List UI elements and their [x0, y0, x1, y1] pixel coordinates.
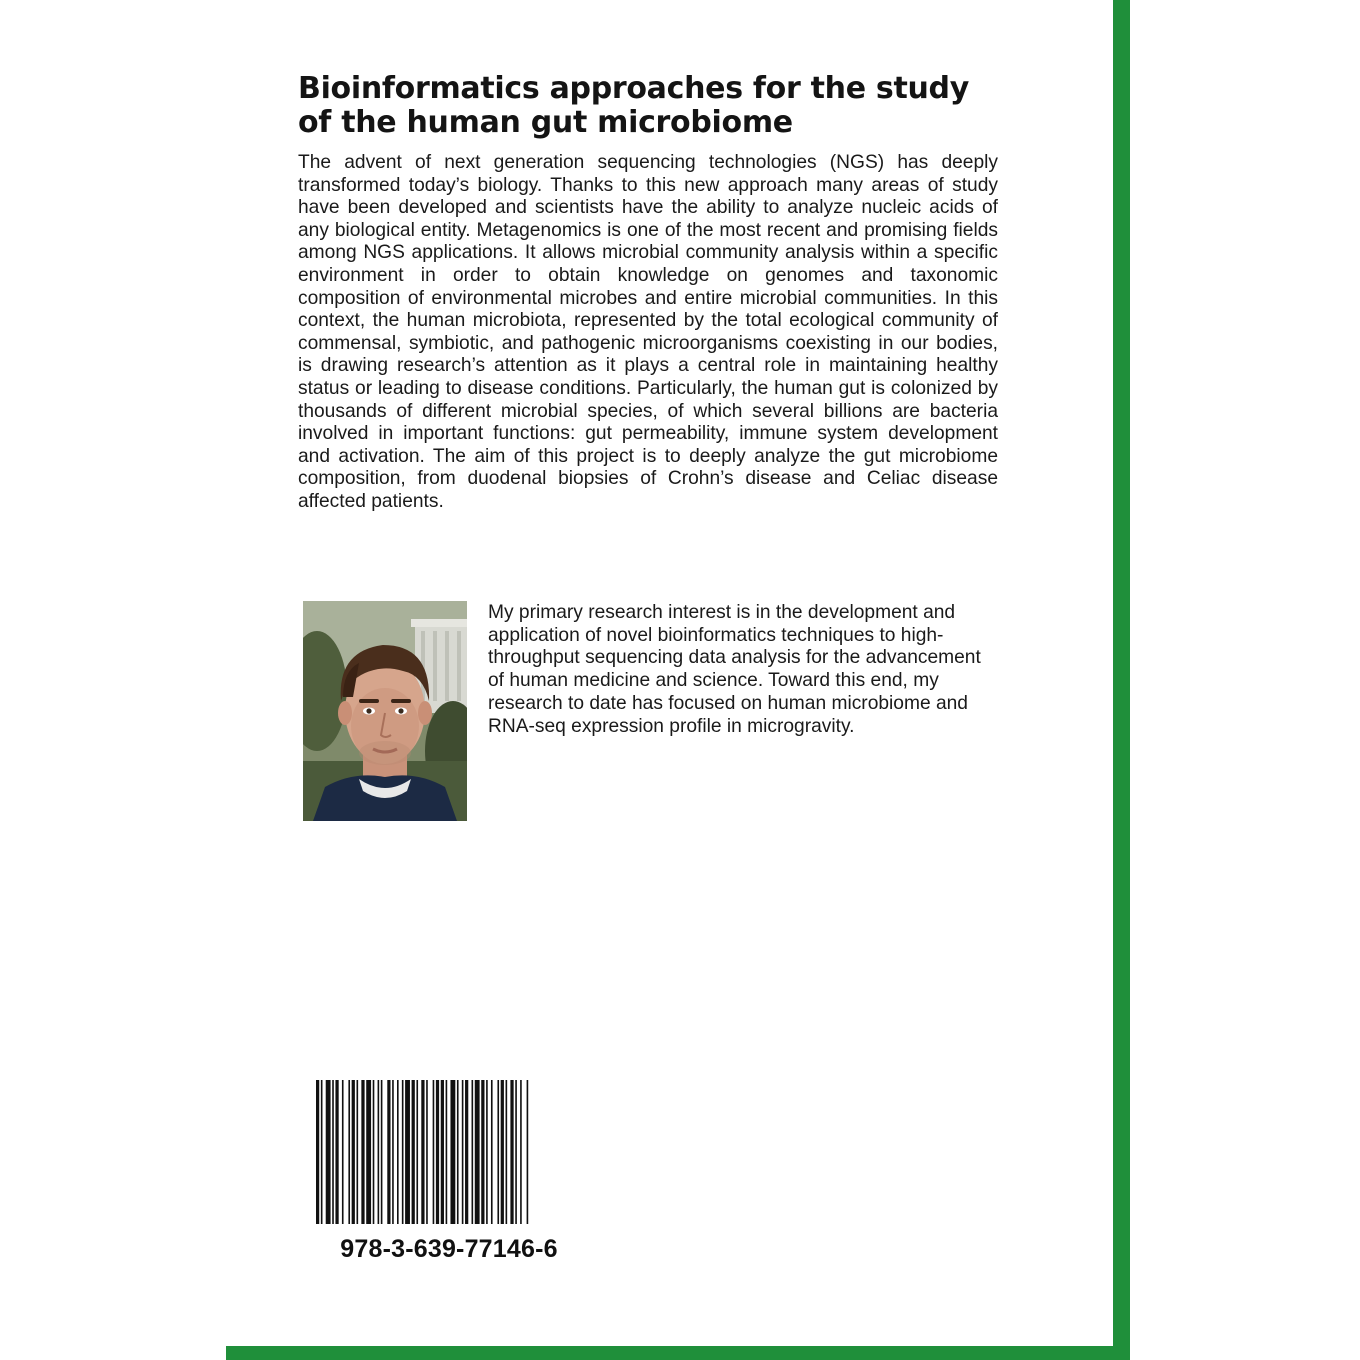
isbn-barcode [316, 1080, 582, 1224]
green-border-right [1113, 0, 1130, 1360]
author-biography: My primary research interest is in the development and application of novel bioinformatics techniques to high-throughput sequencing data analysis for the advancement of human medicine and science. Toward this end, my research to date has focused on human microbiome and RNA-seq expression profile in microgravity. [488, 602, 981, 737]
isbn-number: 978-3-639-77146-6 [340, 1235, 558, 1263]
green-border-bottom [226, 1346, 1130, 1360]
book-title: Bioinformatics approaches for the study of the human gut microbiome [298, 71, 969, 140]
book-abstract: The advent of next generation sequencing technologies (NGS) has deeply transformed today’s biology. Thanks to this new approach many areas of study have been developed and scientists have the ability to analyze nucleic acids of any biological entity. Metagenomics is one of the most recent and promising fields among NGS applications. It allows microbial community analysis within a specific environment in order to obtain knowledge on genomes and taxonomic composition of environmental microbes and entire microbial communities. In this context, the human microbiota, represented by the total ecological community of commensal, symbiotic, and pathogenic microorganisms coexisting in our bodies, is drawing research’s attention as it plays a central role in maintaining healthy status or leading to disease conditions. Particularly, the human gut is colonized by thousands of different microbial species, of which several billions are bacteria involved in important functions: gut permeability, immune system development and activation. The aim of this project is to deeply analyze the gut microbiome composition, from duodenal biopsies of Crohn’s disease and Celiac disease affected patients. [298, 152, 998, 512]
author-photo [303, 601, 467, 821]
